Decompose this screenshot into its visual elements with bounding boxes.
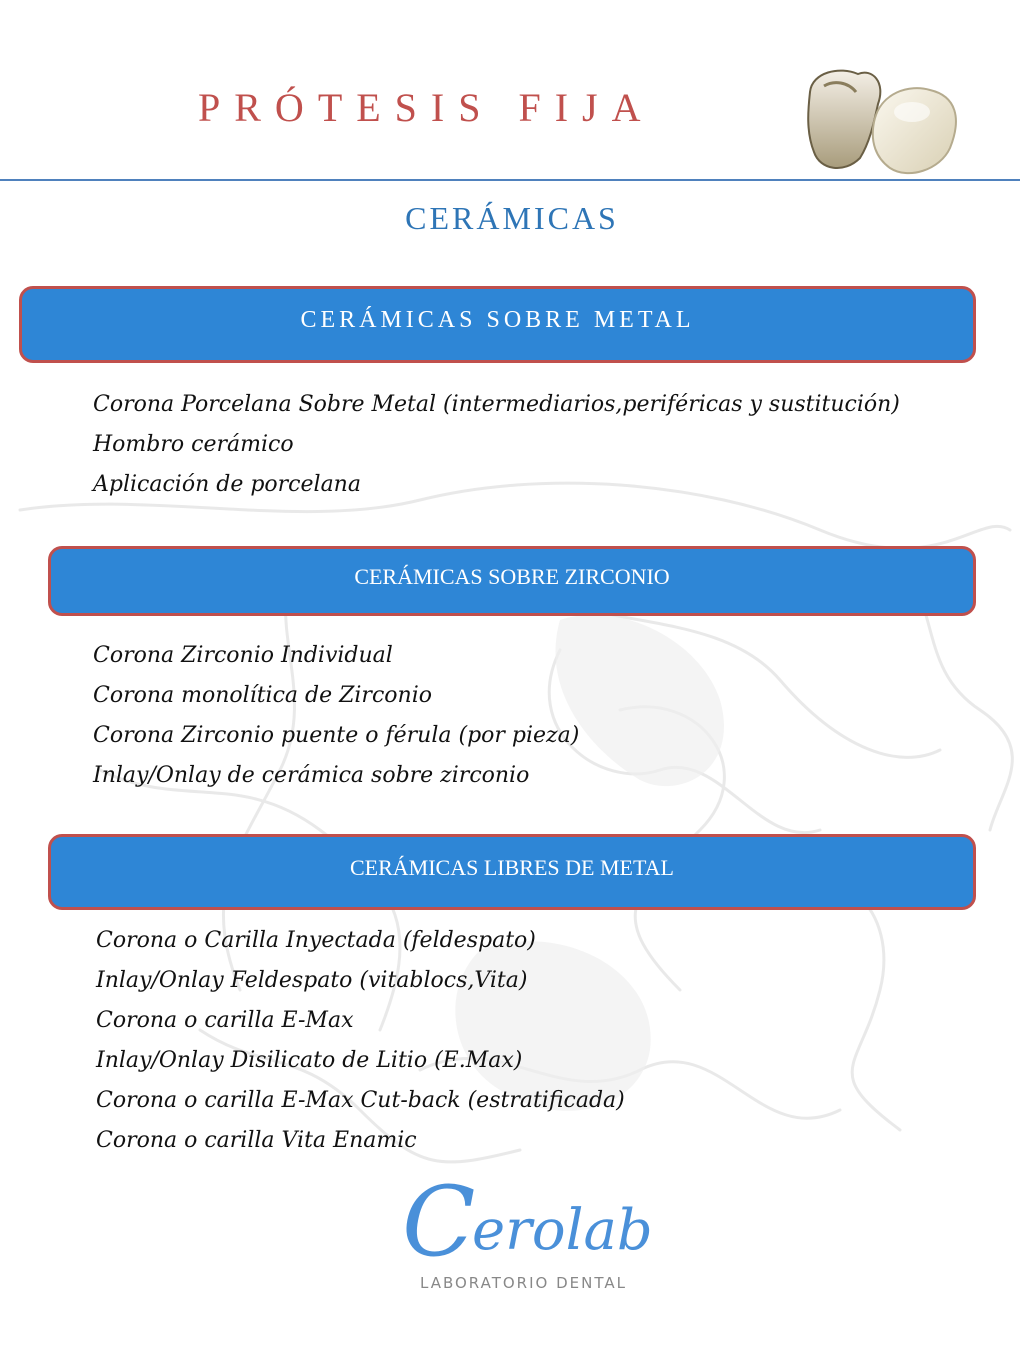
header-divider xyxy=(0,179,1020,181)
list-item: Corona o carilla Vita Enamic xyxy=(96,1128,417,1153)
list-item: Inlay/Onlay Disilicato de Litio (E.Max) xyxy=(96,1048,523,1073)
list-item: Corona monolítica de Zirconio xyxy=(93,683,432,708)
dental-crowns-image xyxy=(800,62,970,180)
list-item: Corona o Carilla Inyectada (feldespato) xyxy=(96,928,536,953)
list-item: Aplicación de porcelana xyxy=(93,472,361,497)
list-item: Inlay/Onlay Feldespato (vitablocs,Vita) xyxy=(96,968,528,993)
list-item: Corona o carilla E-Max Cut-back (estratificada) xyxy=(96,1088,625,1113)
list-item: Corona Zirconio puente o férula (por pieza) xyxy=(93,723,580,748)
logo-name-rest: erolab xyxy=(472,1198,653,1263)
list-ceramicas-libres-de-metal xyxy=(96,921,625,1161)
cerolab-logo xyxy=(400,1166,653,1300)
list-ceramicas-sobre-zirconio xyxy=(93,636,579,796)
list-item: Hombro cerámico xyxy=(93,432,294,457)
banner-ceramicas-libres-de-metal: CERÁMICAS LIBRES DE METAL xyxy=(48,834,976,910)
list-item: Corona Porcelana Sobre Metal (intermediarios,periféricas y sustitución) xyxy=(93,392,900,417)
logo-initial: C xyxy=(402,1166,476,1278)
page-title: PRÓTESIS FIJA xyxy=(198,85,655,130)
list-item: Inlay/Onlay de cerámica sobre zirconio xyxy=(93,763,530,788)
list-item: Corona Zirconio Individual xyxy=(93,643,393,668)
list-item: Corona o carilla E-Max xyxy=(96,1008,354,1033)
logo-tagline: LABORATORIO DENTAL xyxy=(420,1274,627,1292)
section-subtitle: CERÁMICAS xyxy=(405,200,619,236)
banner-ceramicas-sobre-metal: CERÁMICAS SOBRE METAL xyxy=(19,286,976,363)
banner-ceramicas-sobre-zirconio: CERÁMICAS SOBRE ZIRCONIO xyxy=(48,546,976,616)
list-ceramicas-sobre-metal xyxy=(93,385,900,505)
